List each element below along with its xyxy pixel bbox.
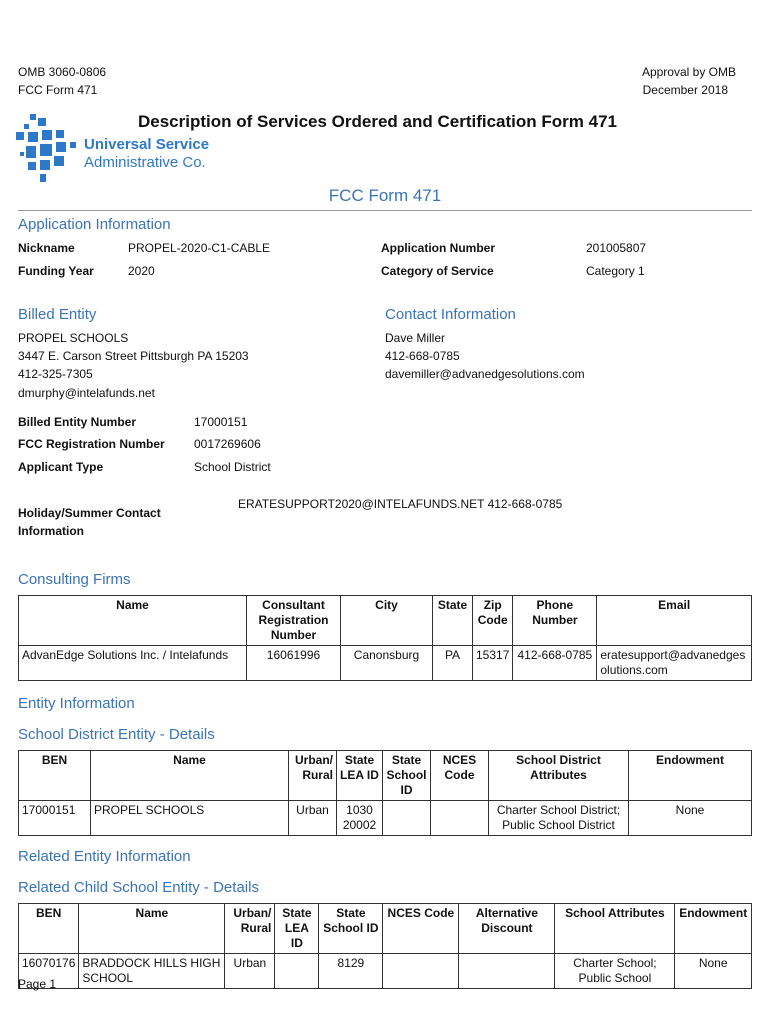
cell-state-school: 8129 — [319, 954, 383, 989]
billed-entity-address: 3447 E. Carson Street Pittsburgh PA 15203 — [18, 349, 249, 363]
table-header-row — [19, 596, 752, 646]
fcc-reg-label: FCC Registration Number — [18, 437, 165, 451]
col-phone: Phone Number — [513, 596, 597, 646]
cell-alt-discount — [459, 954, 555, 989]
contact-name: Dave Miller — [385, 331, 446, 345]
school-district-table — [18, 750, 752, 836]
cell-endowment: None — [629, 801, 752, 836]
cell-city: Canonsburg — [341, 646, 433, 681]
col-nces: NCES Code — [383, 904, 459, 954]
category-label: Category of Service — [381, 264, 494, 278]
cell-nces — [383, 954, 459, 989]
cell-name: AdvanEdge Solutions Inc. / Intelafunds — [19, 646, 247, 681]
consulting-table — [18, 595, 752, 681]
cell-ben: 16070176 — [19, 954, 79, 989]
col-attributes: School District Attributes — [489, 751, 629, 801]
cell-urban: Urban — [225, 954, 275, 989]
col-endowment: Endowment — [629, 751, 752, 801]
logo-text-line2: Administrative Co. — [84, 154, 206, 171]
col-state-school: State School ID — [383, 751, 431, 801]
document-title: Description of Services Ordered and Certification Form 471 — [138, 112, 617, 131]
table-header-row — [19, 904, 752, 954]
applicant-type-label: Applicant Type — [18, 460, 104, 474]
col-state: State — [433, 596, 473, 646]
col-state-lea: State LEA ID — [337, 751, 383, 801]
contact-email: davemiller@advanedgesolutions.com — [385, 367, 585, 381]
cell-email: eratesupport@advanedgesolutions.com — [597, 646, 752, 681]
school-district-heading: School District Entity - Details — [18, 726, 215, 743]
col-ben: BEN — [19, 751, 91, 801]
ben-label: Billed Entity Number — [18, 415, 137, 429]
applicant-type-value: School District — [194, 460, 271, 474]
col-name: Name — [79, 904, 225, 954]
related-child-table — [18, 903, 752, 989]
col-alt-discount: Alternative Discount — [459, 904, 555, 954]
cell-state-school — [383, 801, 431, 836]
entity-heading: Entity Information — [18, 695, 135, 712]
logo-text-line1: Universal Service — [84, 136, 210, 153]
app-number-label: Application Number — [381, 241, 496, 255]
col-registration: Consultant Registration Number — [247, 596, 341, 646]
omb-number: OMB 3060-0806 — [18, 65, 107, 79]
ben-value: 17000151 — [194, 415, 248, 429]
table-row — [19, 954, 752, 989]
cell-nces — [431, 801, 489, 836]
col-urban: Urban/ Rural — [225, 904, 275, 954]
col-urban: Urban/ Rural — [289, 751, 337, 801]
cell-ben: 17000151 — [19, 801, 91, 836]
cell-urban: Urban — [289, 801, 337, 836]
usac-logo-icon — [16, 112, 82, 187]
page-number: Page 1 — [18, 977, 57, 991]
cell-registration: 16061996 — [247, 646, 341, 681]
usac-logo — [16, 112, 216, 187]
cell-name: PROPEL SCHOOLS — [91, 801, 289, 836]
contact-phone: 412-668-0785 — [385, 349, 460, 363]
cell-name: BRADDOCK HILLS HIGH SCHOOL — [79, 954, 225, 989]
cell-endowment: None — [675, 954, 752, 989]
consulting-heading: Consulting Firms — [18, 571, 131, 588]
col-ben: BEN — [19, 904, 79, 954]
col-attributes: School Attributes — [555, 904, 675, 954]
col-state-lea: State LEA ID — [275, 904, 319, 954]
billed-entity-heading: Billed Entity — [18, 306, 97, 323]
nickname-value: PROPEL-2020-C1-CABLE — [128, 241, 271, 255]
col-city: City — [341, 596, 433, 646]
contact-heading: Contact Information — [385, 306, 516, 323]
funding-year-value: 2020 — [128, 264, 155, 278]
holiday-label-2: Information — [18, 524, 84, 538]
holiday-value: ERATESUPPORT2020@INTELAFUNDS.NET 412-668-0785 — [238, 497, 563, 511]
divider — [18, 210, 752, 211]
funding-year-label: Funding Year — [18, 264, 94, 278]
cell-zip: 15317 — [473, 646, 513, 681]
col-name: Name — [91, 751, 289, 801]
col-nces: NCES Code — [431, 751, 489, 801]
app-number-value: 201005807 — [586, 241, 647, 255]
holiday-label-1: Holiday/Summer Contact — [18, 506, 161, 520]
table-header-row — [19, 751, 752, 801]
col-name: Name — [19, 596, 247, 646]
form-title: FCC Form 471 — [328, 186, 442, 205]
cell-attributes: Charter School; Public School — [555, 954, 675, 989]
billed-entity-name: PROPEL SCHOOLS — [18, 331, 129, 345]
cell-state: PA — [433, 646, 473, 681]
related-child-heading: Related Child School Entity - Details — [18, 879, 259, 896]
fcc-reg-value: 0017269606 — [194, 437, 261, 451]
approval-text: Approval by OMB — [641, 65, 736, 79]
approval-date: December 2018 — [642, 83, 728, 97]
col-state-school: State School ID — [319, 904, 383, 954]
nickname-label: Nickname — [18, 241, 75, 255]
col-email: Email — [597, 596, 752, 646]
col-endowment: Endowment — [675, 904, 752, 954]
category-value: Category 1 — [586, 264, 645, 278]
billed-entity-phone: 412-325-7305 — [18, 367, 93, 381]
billed-entity-email: dmurphy@intelafunds.net — [18, 386, 155, 400]
table-row — [19, 801, 752, 836]
cell-state-lea — [275, 954, 319, 989]
cell-state-lea: 1030 20002 — [337, 801, 383, 836]
cell-attributes: Charter School District; Public School District — [489, 801, 629, 836]
related-entity-heading: Related Entity Information — [18, 848, 191, 865]
application-heading: Application Information — [18, 216, 171, 233]
form-number: FCC Form 471 — [18, 83, 98, 97]
col-zip: Zip Code — [473, 596, 513, 646]
cell-phone: 412-668-0785 — [513, 646, 597, 681]
table-row — [19, 646, 752, 681]
